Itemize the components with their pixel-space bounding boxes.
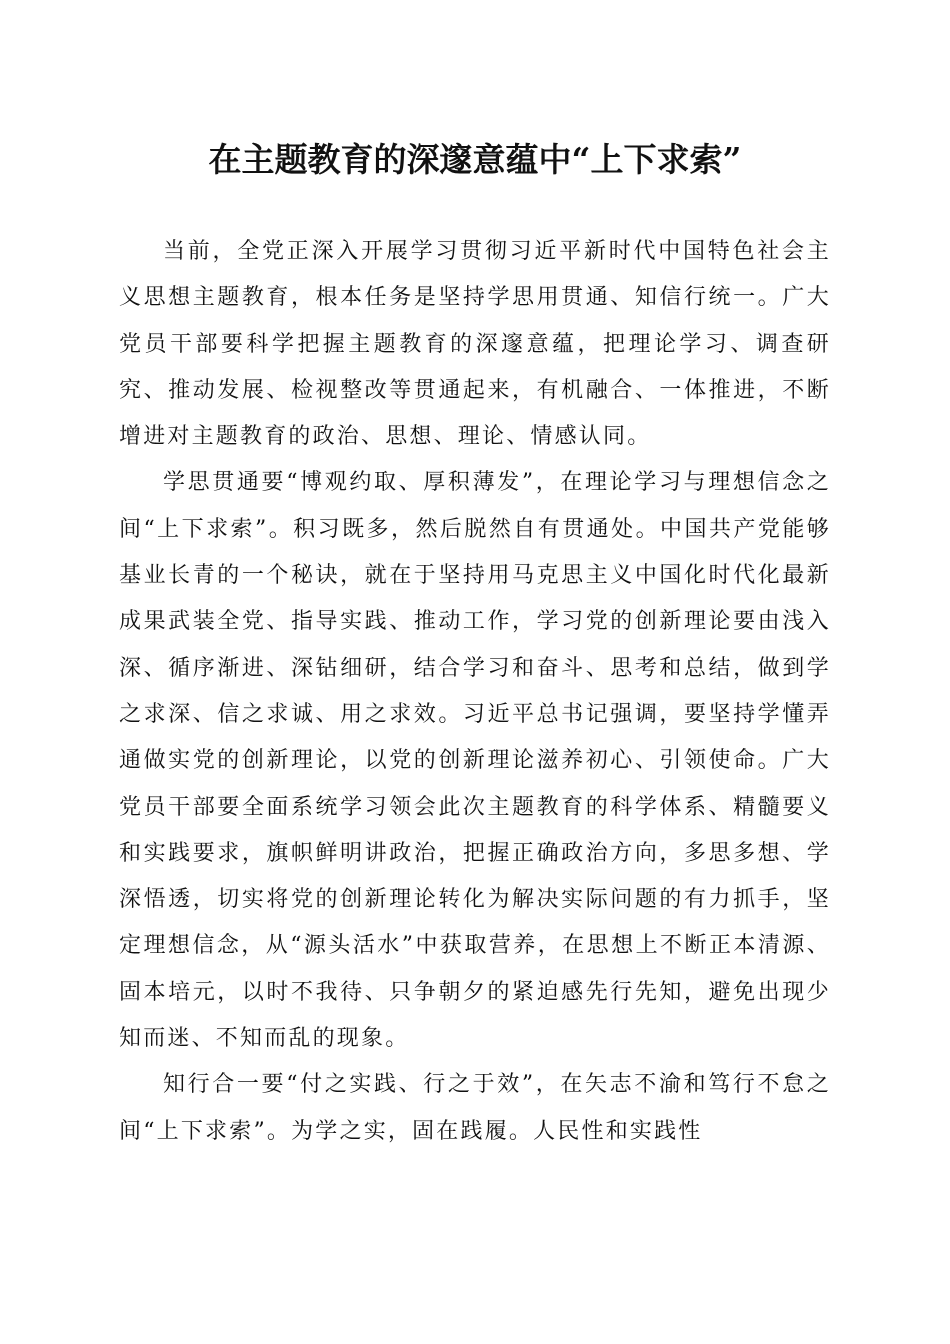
document-body: [119, 229, 831, 1155]
paragraph-knowledge-action: 知行合一要“付之实践、行之于效”，在矢志不渝和笃行不怠之间“上下求索”。为学之实，固在践履。人民性和实践性: [119, 1072, 831, 1144]
paragraph-intro: 当前，全党正深入开展学习贯彻习近平新时代中国特色社会主义思想主题教育，根本任务是坚持学思用贯通、知信行统一。广大党员干部要科学把握主题教育的深邃意蕴，把理论学习、调查研究、推动发展、检视整改等贯通起来，有机融合、一体推进，不断增进对主题教育的政治、思想、理论、情感认同。: [119, 239, 831, 450]
paragraph-study-thinking: 学思贯通要“博观约取、厚积薄发”，在理论学习与理想信念之间“上下求索”。积习既多，然后脱然自有贯通处。中国共产党能够基业长青的一个秘诀，就在于坚持用马克思主义中国化时代化最新成果武装全党、指导实践、推动工作，学习党的创新理论要由浅入深、循序渐进、深钻细研，结合学习和奋斗、思考和总结，做到学之求深、信之求诚、用之求效。习近平总书记强调，要坚持学懂弄通做实党的创新理论，以党的创新理论滋养初心、引领使命。广大党员干部要全面系统学习领会此次主题教育的科学体系、精髓要义和实践要求，旗帜鲜明讲政治，把握正确政治方向，多思多想、学深悟透，切实将党的创新理论转化为解决实际问题的有力抓手，坚定理想信念，从“源头活水”中获取营养，在思想上不断正本清源、固本培元，以时不我待、只争朝夕的紧迫感先行先知，避免出现少知而迷、不知而乱的现象。: [119, 470, 831, 1052]
document-title: 在主题教育的深邃意蕴中“上下求索”: [208, 140, 742, 179]
